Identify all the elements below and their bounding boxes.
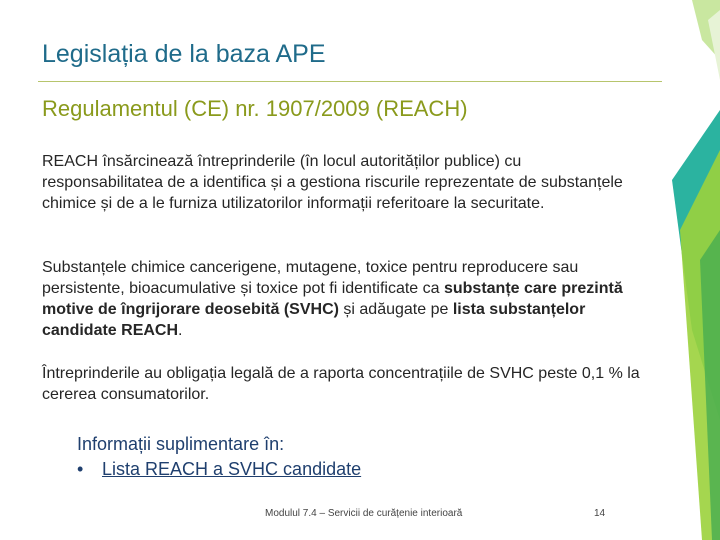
paragraph-svhc-text-3: .: [178, 322, 183, 339]
paragraph-svhc-bold-2: lista substanțelor candidate REACH: [42, 301, 586, 339]
slide-title: Legislația de la baza APE: [42, 40, 326, 68]
more-info-label: Informații suplimentare în:: [77, 434, 285, 454]
paragraph-svhc-text-1: Substanțele chimice cancerigene, mutagene, toxice pentru reproducere sau persistente, bioacumulative și toxice pot fi identificate ca: [42, 259, 579, 297]
decorative-side-graphic: [672, 0, 720, 540]
paragraph-legal-obligation: Întreprinderile au obligația legală de a raporta concentrațiile de SVHC peste 0,1 % la cererea consumatorilor.: [42, 365, 640, 403]
bullet-icon: •: [77, 459, 84, 479]
paragraph-svhc: [42, 257, 642, 341]
paragraph-svhc-bold-1: substanțe care prezintă motive de îngrijorare deosebită (SVHC): [42, 280, 623, 318]
paragraph-reach-responsibility: REACH însărcinează întreprinderile (în locul autorităților publice) cu responsabilitatea de a identifica și a gestiona riscurile reprezentate de substanțele chimice și de a le furniza utilizatorilor informații referitoare la securitate.: [42, 153, 623, 212]
slide-subtitle: Regulamentul (CE) nr. 1907/2009 (REACH): [42, 96, 468, 121]
more-info-list-item: [77, 457, 361, 482]
reach-svhc-list-link[interactable]: Lista REACH a SVHC candidate: [102, 459, 362, 479]
slide-footer: Modulul 7.4 – Servicii de curățenie interioară: [265, 508, 463, 519]
page-number: 14: [594, 508, 606, 519]
paragraph-svhc-text-2: și adăugate pe: [338, 301, 453, 318]
title-divider: [38, 81, 662, 82]
more-info-section: [77, 432, 361, 482]
